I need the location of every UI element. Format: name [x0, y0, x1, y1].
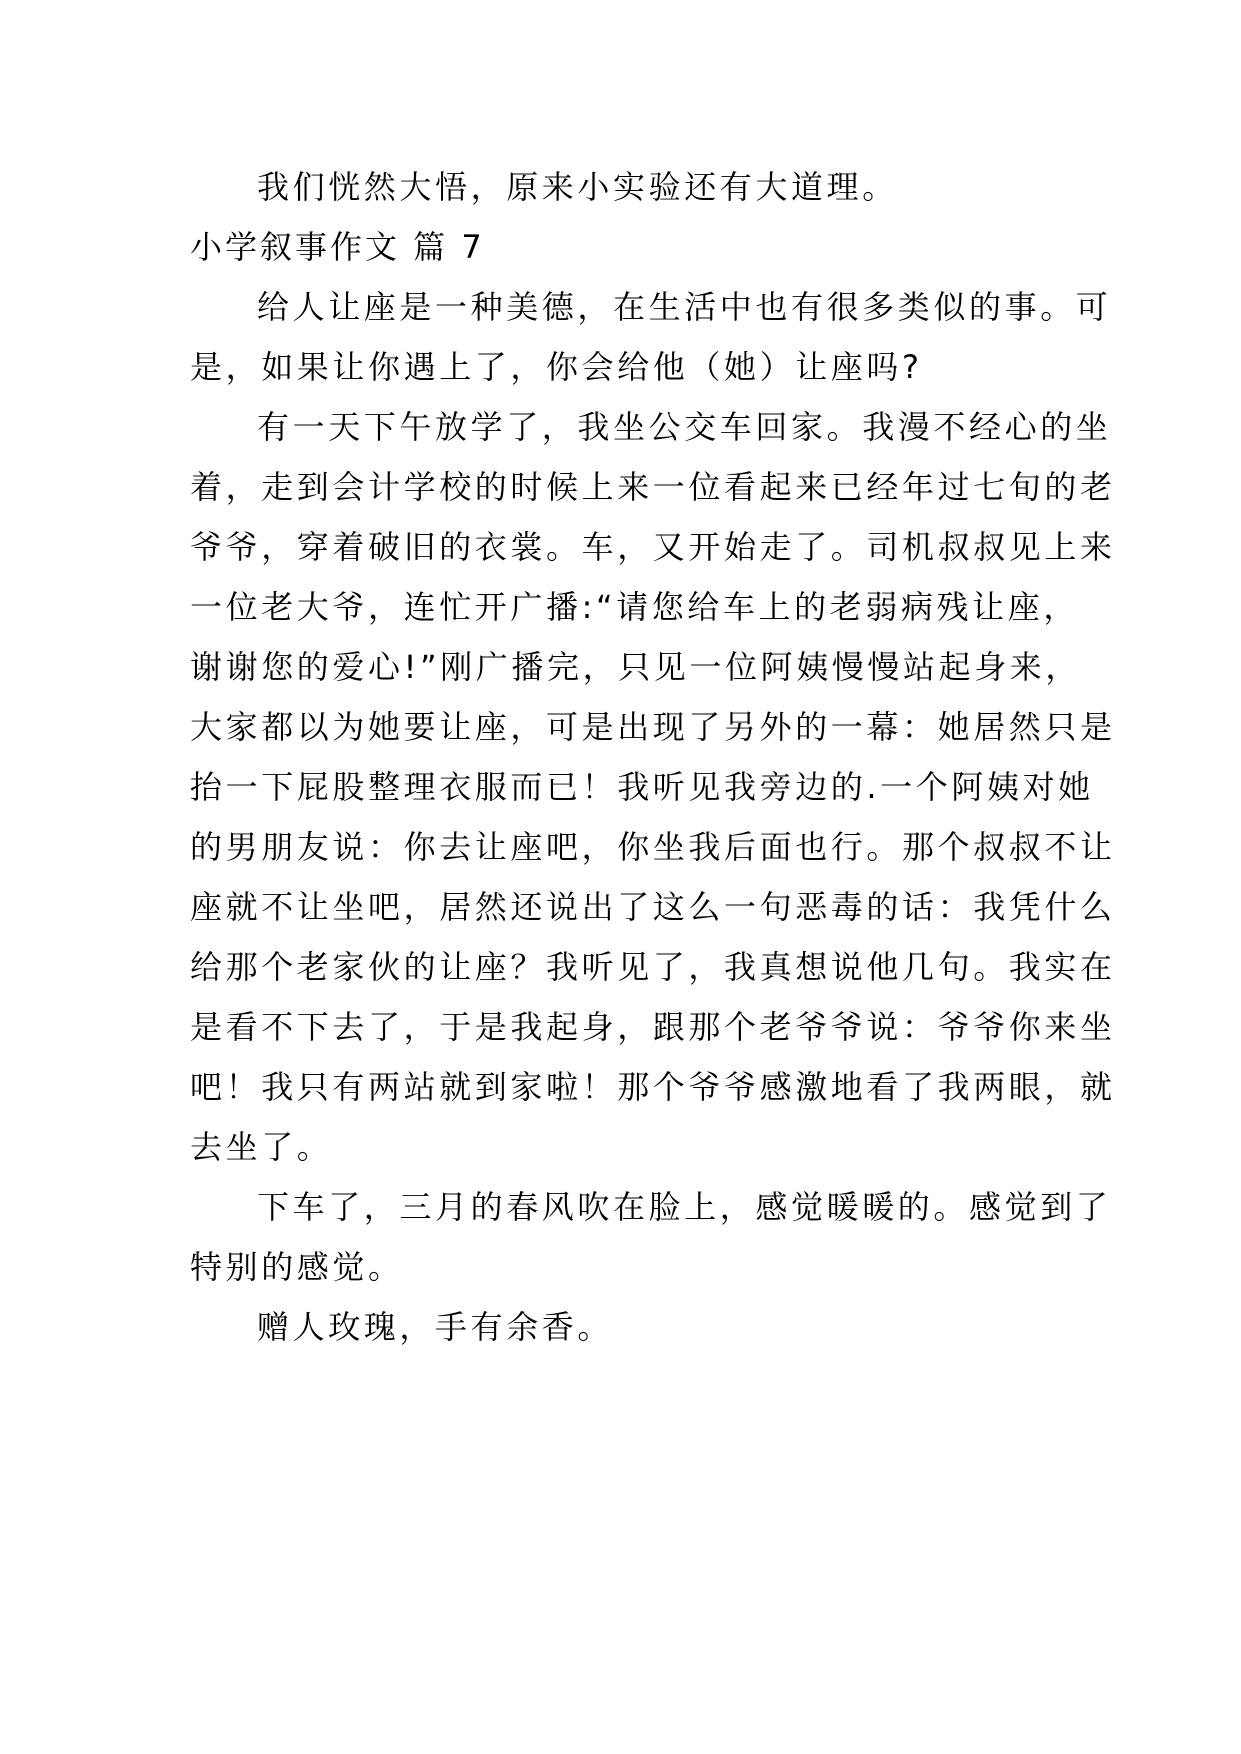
- paragraph-line: 我们恍然大悟，原来小实验还有大道理。: [257, 168, 898, 206]
- paragraph-line: 下车了，三月的春风吹在脸上，感觉暖暖的。感觉到了: [257, 1188, 1112, 1226]
- paragraph-line: 给人让座是一种美德，在生活中也有很多类似的事。可: [257, 288, 1112, 326]
- paragraph-line: 吧！我只有两站就到家啦！那个爷爷感激地看了我两眼，就: [190, 1068, 1116, 1106]
- paragraph-line: 去坐了。: [190, 1128, 333, 1166]
- paragraph-line: 是看不下去了，于是我起身，跟那个老爷爷说：爷爷你来坐: [190, 1008, 1116, 1046]
- paragraph-line: 的男朋友说：你去让座吧，你坐我后面也行。那个叔叔不让: [190, 828, 1116, 866]
- paragraph-line: 谢谢您的爱心!”刚广播完，只见一位阿姨慢慢站起身来，: [190, 648, 1082, 686]
- paragraph-line: 是，如果让你遇上了，你会给他（她）让座吗?: [190, 348, 923, 386]
- paragraph-line: 一位老大爷，连忙开广播:“请您给车上的老弱病残让座，: [190, 588, 1079, 626]
- paragraph-line: 给那个老家伙的让座？我听见了，我真想说他几句。我实在: [190, 948, 1116, 986]
- paragraph-line: 大家都以为她要让座，可是出现了另外的一幕：她居然只是: [190, 708, 1116, 746]
- section-heading: 小学叙事作文 篇 7: [190, 228, 485, 266]
- paragraph-line: 赠人玫瑰，手有余香。: [257, 1308, 614, 1346]
- paragraph-line: 有一天下午放学了，我坐公交车回家。我漫不经心的坐: [257, 408, 1112, 446]
- paragraph-line: 着，走到会计学校的时候上来一位看起来已经年过七旬的老: [190, 468, 1116, 506]
- paragraph-line: 爷爷，穿着破旧的衣裳。车，又开始走了。司机叔叔见上来: [190, 528, 1116, 566]
- paragraph-line: 抬一下屁股整理衣服而已！我听见我旁边的.一个阿姨对她: [190, 768, 1094, 806]
- paragraph-line: 特别的感觉。: [190, 1248, 404, 1286]
- paragraph-line: 座就不让坐吧，居然还说出了这么一句恶毒的话：我凭什么: [190, 888, 1116, 926]
